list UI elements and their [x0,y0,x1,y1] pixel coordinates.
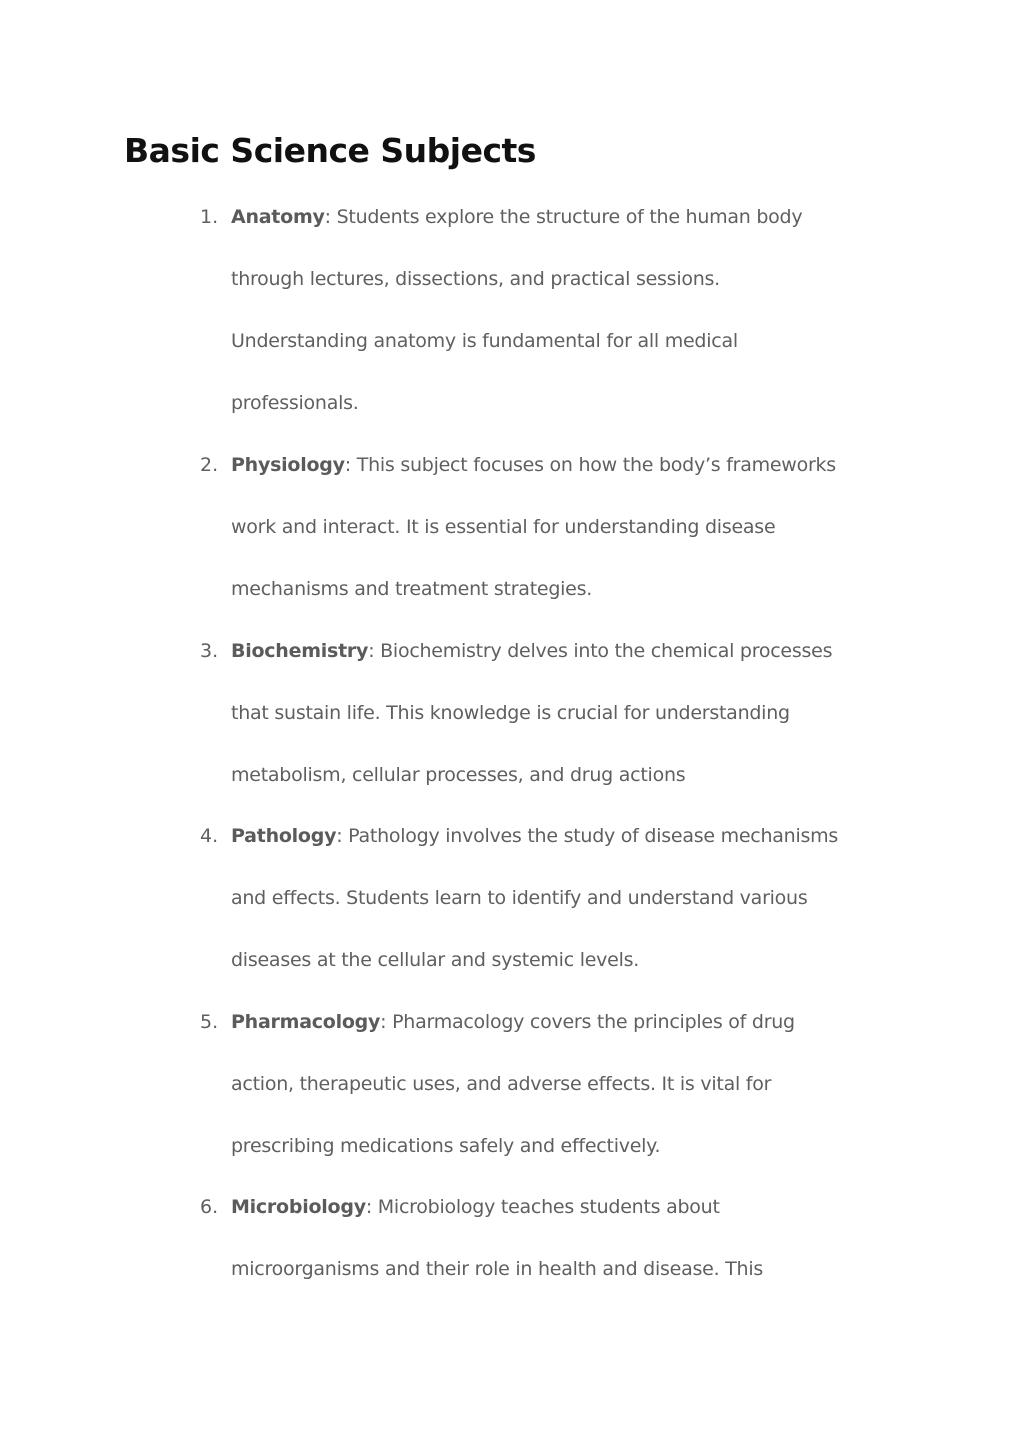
subject-term: Microbiology [231,1196,366,1218]
subject-term: Anatomy [231,206,325,228]
list-item-number: 3. [200,640,219,662]
list-item-line [231,805,838,867]
list-item-text: : Biochemistry delves into the chemical processes [368,640,833,662]
list-item-number: 6. [200,1196,219,1218]
list-item-text: : This subject focuses on how the body’s frameworks [344,454,836,476]
list-item-line: microorganisms and their role in health and disease. This [231,1258,763,1280]
list-item-text: : Pathology involves the study of disease mechanisms [336,825,839,847]
list-item-line: diseases at the cellular and systemic levels. [231,949,640,971]
list-item-line: that sustain life. This knowledge is crucial for understanding [231,702,790,724]
list-item-line: prescribing medications safely and effectively. [231,1135,661,1157]
list-item-line [231,434,836,496]
list-item-text: : Pharmacology covers the principles of drug [380,1011,795,1033]
list-item-line: mechanisms and treatment strategies. [231,578,593,600]
subject-term: Pharmacology [231,1011,381,1033]
list-item-line [231,1176,720,1238]
list-item-line: professionals. [231,392,359,414]
list-item-line: Understanding anatomy is fundamental for all medical [231,330,738,352]
subject-term: Pathology [231,825,337,847]
list-item-line: metabolism, cellular processes, and drug actions [231,764,686,786]
subject-term: Physiology [231,454,345,476]
list-item-line [231,991,795,1053]
list-item-number: 5. [200,1011,219,1033]
list-item-line: work and interact. It is essential for understanding disease [231,516,776,538]
list-item-number: 1. [200,206,219,228]
list-item-number: 4. [200,825,219,847]
list-item-text: : Microbiology teaches students about [365,1196,720,1218]
list-item-line: and effects. Students learn to identify and understand various [231,887,808,909]
list-item-text: : Students explore the structure of the human body [324,206,803,228]
subject-term: Biochemistry [231,640,369,662]
list-item-line [231,186,802,248]
page-heading: Basic Science Subjects [124,131,536,170]
list-item-line [231,620,832,682]
list-item-line: action, therapeutic uses, and adverse effects. It is vital for [231,1073,772,1095]
list-item-number: 2. [200,454,219,476]
list-item-line: through lectures, dissections, and practical sessions. [231,268,720,290]
